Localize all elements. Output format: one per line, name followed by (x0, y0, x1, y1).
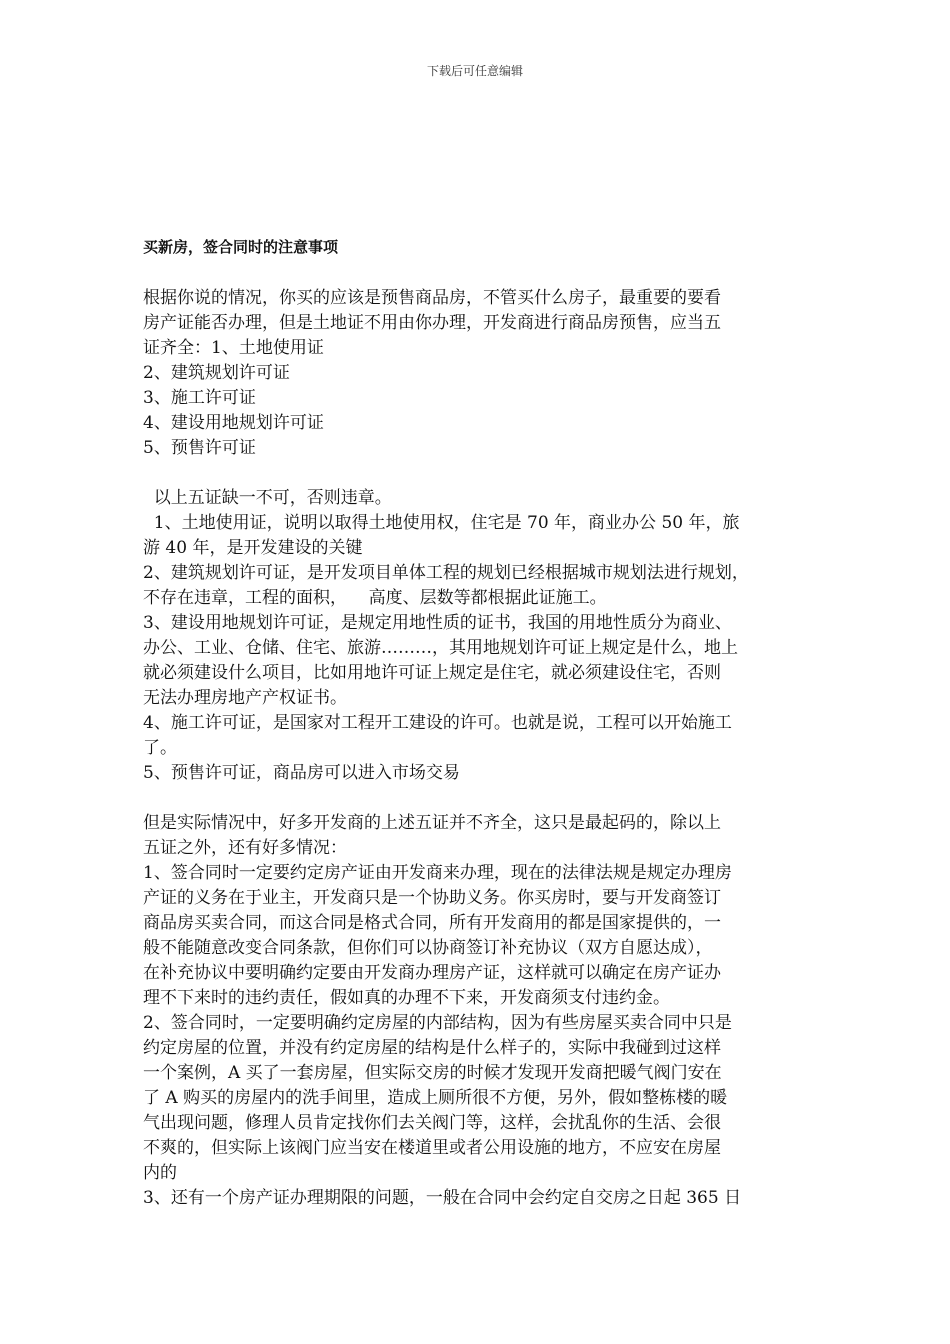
paragraph-line: 1、签合同时一定要约定房产证由开发商来办理，现在的法律法规是规定办理房 (143, 863, 732, 883)
paragraph-line: 房产证能否办理，但是土地证不用由你办理，开发商进行商品房预售，应当五 (143, 313, 721, 333)
paragraph-line: 产证的义务在于业主，开发商只是一个协助义务。你买房时，要与开发商签订 (143, 888, 721, 908)
paragraph-line: 3、还有一个房产证办理期限的问题，一般在合同中会约定自交房之日起 365 日 (143, 1188, 742, 1208)
paragraph-line: 了。 (143, 738, 177, 758)
paragraph-line: 理不下来时的违约责任，假如真的办理不下来，开发商须支付违约金。 (143, 988, 670, 1008)
blank-line (143, 461, 823, 486)
paragraph-line: 3、施工许可证 (143, 388, 256, 408)
paragraph-line: 以上五证缺一不可，否则违章。 (143, 488, 392, 508)
paragraph-line: 3、建设用地规划许可证，是规定用地性质的证书，我国的用地性质分为商业、 (143, 613, 732, 633)
paragraph-line: 了 A 购买的房屋内的洗手间里，造成上厕所很不方便，另外，假如整栋楼的暖 (143, 1088, 728, 1108)
blank-line (143, 786, 823, 811)
page-header: 下载后可任意编辑 (426, 64, 523, 78)
paragraph-line: 约定房屋的位置，并没有约定房屋的结构是什么样子的，实际中我碰到过这样 (143, 1038, 721, 1058)
document-title: 买新房，签合同时的注意事项 (143, 238, 339, 256)
paragraph-line: 游 40 年，是开发建设的关键 (143, 538, 363, 558)
paragraph-line: 5、预售许可证，商品房可以进入市场交易 (143, 763, 460, 783)
document-body (143, 286, 823, 1211)
paragraph-line: 在补充协议中要明确约定要由开发商办理房产证，这样就可以确定在房产证办 (143, 963, 721, 983)
paragraph-line: 1、土地使用证，说明以取得土地使用权，住宅是 70 年，商业办公 50 年，旅 (143, 513, 740, 533)
paragraph-line: 根据你说的情况，你买的应该是预售商品房，不管买什么房子，最重要的要看 (143, 288, 721, 308)
paragraph-line: 内的 (143, 1163, 177, 1183)
paragraph-line: 证齐全：1、土地使用证 (143, 338, 324, 358)
paragraph-line: 2、建筑规划许可证，是开发项目单体工程的规划已经根据城市规划法进行规划， (143, 563, 749, 583)
paragraph-line: 无法办理房地产产权证书。 (143, 688, 347, 708)
paragraph-line: 2、建筑规划许可证 (143, 363, 290, 383)
paragraph-line: 4、建设用地规划许可证 (143, 413, 324, 433)
paragraph-line: 办公、工业、仓储、住宅、旅游………，其用地规划许可证上规定是什么，地上 (143, 638, 738, 658)
paragraph-line: 4、施工许可证，是国家对工程开工建设的许可。也就是说，工程可以开始施工 (143, 713, 732, 733)
paragraph-line: 但是实际情况中，好多开发商的上述五证并不齐全，这只是最起码的，除以上 (143, 813, 721, 833)
paragraph-line: 五证之外，还有好多情况： (143, 838, 347, 858)
paragraph-line: 气出现问题，修理人员肯定找你们去关阀门等，这样，会扰乱你的生活、会很 (143, 1113, 721, 1133)
paragraph-line: 就必须建设什么项目，比如用地许可证上规定是住宅，就必须建设住宅，否则 (143, 663, 721, 683)
paragraph-line: 不爽的，但实际上该阀门应当安在楼道里或者公用设施的地方，不应安在房屋 (143, 1138, 721, 1158)
paragraph-line: 5、预售许可证 (143, 438, 256, 458)
paragraph-line: 一个案例，A 买了一套房屋，但实际交房的时候才发现开发商把暖气阀门安在 (143, 1063, 722, 1083)
paragraph-line: 不存在违章，工程的面积， 高度、层数等都根据此证施工。 (143, 588, 607, 608)
paragraph-line: 商品房买卖合同，而这合同是格式合同，所有开发商用的都是国家提供的，一 (143, 913, 721, 933)
paragraph-line: 2、签合同时，一定要明确约定房屋的内部结构，因为有些房屋买卖合同中只是 (143, 1013, 732, 1033)
paragraph-line: 般不能随意改变合同条款，但你们可以协商签订补充协议（双方自愿达成）， (143, 938, 713, 958)
